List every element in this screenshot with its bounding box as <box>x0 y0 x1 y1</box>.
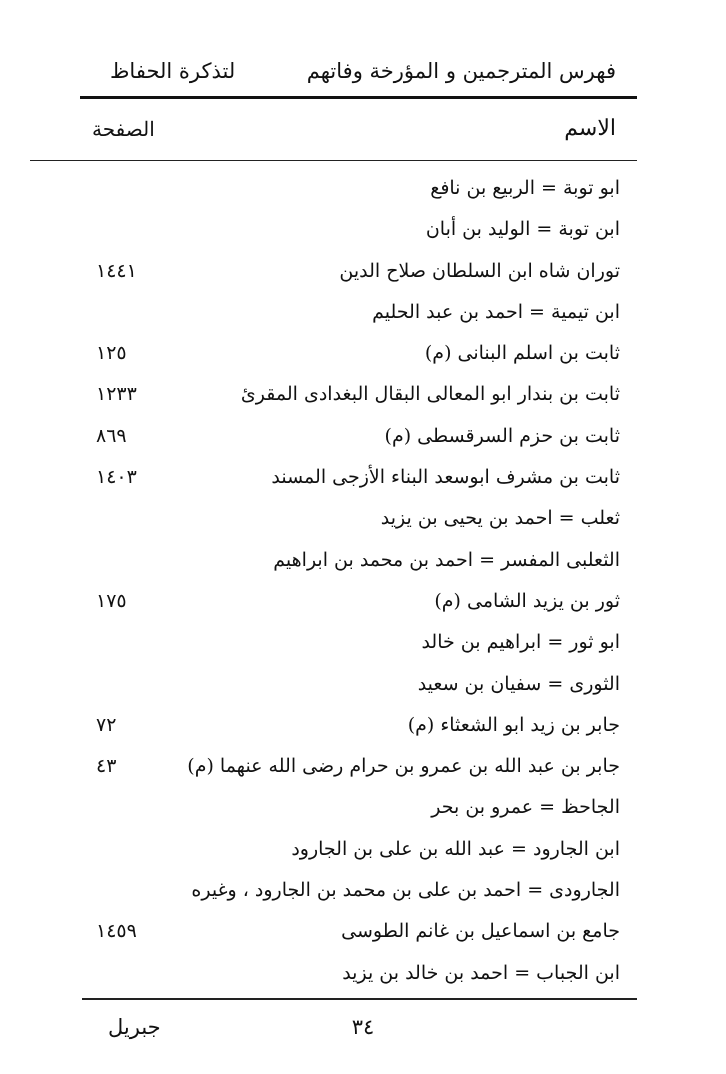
index-entry <box>0 705 726 746</box>
entry-page-number: ١٢٣٣ <box>96 383 137 406</box>
index-entry <box>0 911 726 952</box>
entry-name: ابو توبة = الربيع بن نافع <box>430 177 620 199</box>
index-entry <box>0 540 726 581</box>
entry-name: الثورى = سفيان بن سعيد <box>417 672 620 695</box>
entry-page-number: ١٤٠٣ <box>96 466 137 489</box>
entry-page-number: ٧٢ <box>96 713 117 736</box>
entry-page-number: ١٤٤١ <box>96 259 137 282</box>
entry-name: ثعلب = احمد بن يحيى بن يزيد <box>380 507 620 530</box>
index-entry <box>0 664 726 705</box>
page-column-header: الصفحة <box>92 117 155 141</box>
entry-page-number: ٤٣ <box>96 755 117 778</box>
index-entry <box>0 416 726 457</box>
index-entry <box>0 622 726 663</box>
index-entry <box>0 374 726 415</box>
entry-name: ثابت بن اسلم البنانى (م) <box>424 342 620 365</box>
header-rule <box>80 96 637 99</box>
entry-name: ابن الجباب = احمد بن خالد بن يزيد <box>342 961 620 984</box>
index-entry <box>0 168 726 209</box>
entry-name: جامع بن اسماعيل بن غانم الطوسى <box>341 920 620 943</box>
index-entry <box>0 498 726 539</box>
index-entry <box>0 829 726 870</box>
index-entry <box>0 292 726 333</box>
index-entry <box>0 581 726 622</box>
footer-signature: جبريل <box>108 1015 161 1039</box>
index-entries <box>0 168 726 994</box>
entry-name: جابر بن زيد ابو الشعثاء (م) <box>407 713 620 736</box>
index-entry <box>0 209 726 250</box>
entry-name: الجارودى = احمد بن على بن محمد بن الجارود ، وغيره <box>191 879 620 902</box>
entry-name: ابو ثور = ابراهيم بن خالد <box>421 631 620 654</box>
index-entry <box>0 953 726 994</box>
entry-name: جابر بن عبد الله بن عمرو بن حرام رضى الله عنهما (م) <box>187 755 620 778</box>
entry-name: ثابت بن بندار ابو المعالى البقال البغدادى المقرئ <box>240 383 620 406</box>
entry-name: ثابت بن حزم السرقسطى (م) <box>384 424 620 447</box>
entry-name: الثعلبى المفسر = احمد بن محمد بن ابراهيم <box>273 548 620 571</box>
column-header-rule <box>30 160 637 161</box>
index-entry <box>0 870 726 911</box>
entry-page-number: ٨٦٩ <box>96 424 127 447</box>
index-entry <box>0 333 726 374</box>
index-entry <box>0 251 726 292</box>
entry-name: ثابت بن مشرف ابوسعد البناء الأزجى المسند <box>271 466 620 489</box>
entry-name: ابن توبة = الوليد بن أبان <box>425 218 620 241</box>
entry-name: ابن تيمية = احمد بن عبد الحليم <box>372 300 620 323</box>
page-number: ٣٤ <box>351 1015 375 1039</box>
index-entry <box>0 746 726 787</box>
index-entry <box>0 787 726 828</box>
name-column-header: الاسم <box>564 116 616 141</box>
header-title: فهرس المترجمين و المؤرخة وفاتهم <box>306 59 616 83</box>
entry-page-number: ١٤٥٩ <box>96 920 137 943</box>
entry-name: ثور بن يزيد الشامى (م) <box>434 589 620 612</box>
header-book-title: لتذكرة الحفاظ <box>110 59 236 83</box>
entry-name: توران شاه ابن السلطان صلاح الدين <box>339 259 620 282</box>
index-entry <box>0 457 726 498</box>
entry-page-number: ١٧٥ <box>96 589 127 612</box>
column-headers <box>80 112 616 146</box>
running-header <box>80 54 616 88</box>
entry-name: ابن الجارود = عبد الله بن على بن الجارود <box>291 837 620 860</box>
entry-page-number: ١٢٥ <box>96 342 127 365</box>
footer-rule <box>82 998 637 1000</box>
entry-name: الجاحظ = عمرو بن بحر <box>431 796 620 819</box>
